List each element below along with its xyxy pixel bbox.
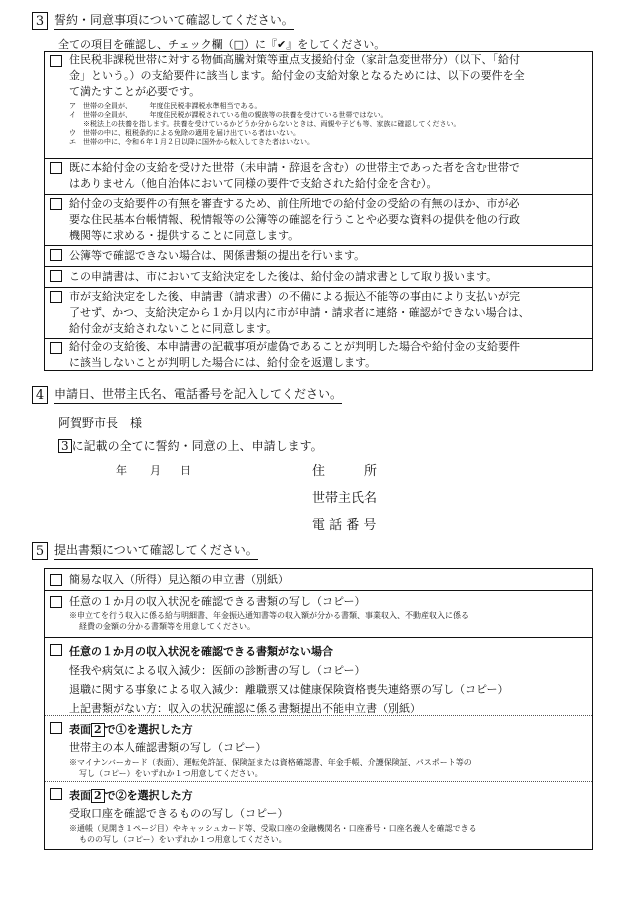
checkbox[interactable] [50,198,62,210]
note-line: ※通帳（見開き１ページ目）やキャッシュカード等、受取口座の金融機関名・口座番号・口座名義人を確認できる [69,824,477,833]
item-text-line: 任意の１か月の収入状況を確認できる書類の写し（コピー） [69,595,366,608]
checkbox[interactable] [50,249,62,261]
note-line: エ 世帯の中に、令和６年１月２日以降に国外から転入してきた者はいない。 [69,138,314,146]
item-text-line: 怪我や病気による収入減少：医師の診断書の写し（コピー） [69,664,366,677]
checkbox[interactable] [50,162,62,174]
checkbox[interactable] [50,644,62,656]
pledge-item-7 [45,339,592,369]
document-item-3 [45,638,592,716]
item-text-line: 住民税非課税世帯に対する物価高騰対策等重点支援給付金（家計急変世帯分）（以下、「給付 [69,53,520,66]
section-ref: 2 [91,723,105,737]
item-text-line: 既に本給付金の支給を受けた世帯（未申請・辞退を含む）の世帯主であった者を含む世帯で [69,161,520,174]
checkbox[interactable] [50,291,62,303]
date-year-label: 年 [116,464,127,477]
checkbox[interactable] [50,270,62,282]
pledge-item-2 [45,159,592,195]
item-text-line: 上記書類がない方：収入の状況確認に係る書類提出不能申立書（別紙） [69,702,421,715]
section3-title: 誓約・同意事項について確認してください。 [54,11,294,30]
note-line: 経費の金額の分かる書類等を用意してください。 [79,622,255,631]
pledge-item-3 [45,195,592,246]
checkbox[interactable] [50,788,62,800]
item-text-line: て満たすことが必要です。 [69,85,201,98]
date-day-label: 日 [180,464,191,477]
item-heading: 任意の１か月の収入状況を確認できる書類がない場合 [69,645,333,658]
section3-instruction: 全ての項目を確認し、チェック欄（□）に『✔』をしてください。 [58,38,386,51]
item-text-line: 受取口座を確認できるものの写し（コピー） [69,807,289,820]
heading-text: 表面 [69,789,91,802]
pledge-item-6 [45,288,592,339]
item-text-line: に該当しないことが判明した場合には、給付金を返還します。 [69,356,377,369]
item-text-line: この申請書は、市において支給決定をした後は、給付金の請求書として取り扱います。 [69,270,498,283]
item-heading [69,720,586,739]
section5-header [32,541,258,560]
item-text-line: 了せず、かつ、支給決定から１か月以内に市が申請・請求者に連絡・確認ができない場合は、 [69,306,530,319]
pledge-item-4 [45,246,592,267]
section4-title: 申請日、世帯主氏名、電話番号を記入してください。 [54,385,342,404]
item-text-line: 機関等に求める・提供することに同意します。 [69,229,300,242]
date-month-label: 月 [150,464,161,477]
note-line: 写し（コピー）をいずれか１つ用意してください。 [79,769,263,778]
householder-name-label: 世帯主氏名 [312,491,378,506]
section5-checklist [44,568,593,850]
item-text-line: 簡易な収入（所得）見込額の申立書（別紙） [69,573,289,586]
pledge-statement [58,437,323,454]
section3-header [32,11,294,30]
checkbox[interactable] [50,342,62,354]
item-text-line: 給付金の支給要件の有無を審査するため、前住所地での給付金の受給の有無のほか、市が必 [69,197,520,210]
heading-text: で①を選択した方 [104,723,193,736]
note-line: ※マイナンバーカード（表面）、運転免許証、保険証または資格確認書、年金手帳、介護保険証、パスポート等の [69,758,472,767]
pledge-item-1 [45,52,592,159]
item-text-line: 世帯主の本人確認書類の写し（コピー） [69,741,267,754]
section4-header [32,385,342,404]
section-ref: 2 [91,789,105,803]
checkbox[interactable] [50,55,62,67]
pledge-text: に記載の全てに誓約・同意の上、申請します。 [71,439,323,453]
note-line: ※税法上の扶養を指します。扶養を受けているかどうか分からないときは、両親や子ども等、家族に確認してください。 [69,120,461,128]
heading-text: 表面 [69,723,91,736]
phone-label: 電 話 番 号 [312,518,377,533]
item-text-line: 市が支給決定をした後、申請書（請求書）の不備による振込不能等の事由により支払いが完 [69,290,520,303]
item-text-line: 金」という。）の支給要件に該当します。給付金の支給対象となるためには、以下の要件を全 [69,69,525,82]
checkbox[interactable] [50,574,62,586]
note-line: ※申立てを行う収入に係る給与明細書、年金振込通知書等の収入額が分かる書類、事業収入、不動産収入に係る [69,611,469,620]
item-text-line: 要な住民基本台帳情報、税情報等の公簿等の確認を行うことや必要な資料の提供を他の行政 [69,213,520,226]
note-line: ア 世帯の全員が、 年度住民税非課税水準相当である。 [69,102,262,110]
item-text-line: 公簿等で確認できない場合は、関係書類の提出を行います。 [69,249,366,262]
document-item-5 [45,782,592,848]
section4-number: 4 [32,386,48,404]
section5-number: 5 [32,542,48,560]
section3-checklist [44,51,593,371]
note-line: ウ 世帯の中に、租税条約による免除の適用を届け出ている者はいない。 [69,129,300,137]
note-line: ものの写し（コピー）をいずれか１つ用意してください。 [79,835,287,844]
note-line: イ 世帯の全員が、 年度住民税が課税されている他の親族等の扶養を受けている世帯ではない。 [69,111,388,119]
item-text-line: はありません（他自治体において同様の要件で支給された給付金を含む）。 [69,177,438,190]
checkbox[interactable] [50,596,62,608]
section5-title: 提出書類について確認してください。 [54,541,258,560]
section-ref: 3 [58,439,72,453]
address-label: 住 所 [312,464,378,479]
item-text-line: 給付金が支給されないことに同意します。 [69,322,278,335]
item-text-line: 退職に関する事象による収入減少：離職票又は健康保険資格喪失連絡票の写し（コピー） [69,683,509,696]
section3-number: 3 [32,12,48,30]
item-text-line: 給付金の支給後、本申請書の記載事項が虚偽であることが判明した場合や給付金の支給要件 [69,340,520,353]
document-item-4 [45,716,592,782]
checkbox[interactable] [50,722,62,734]
pledge-item-5 [45,267,592,288]
document-item-1 [45,569,592,591]
document-item-2 [45,591,592,638]
addressee: 阿賀野市長 様 [58,416,143,430]
item-heading [69,786,586,805]
heading-text: で②を選択した方 [104,789,193,802]
